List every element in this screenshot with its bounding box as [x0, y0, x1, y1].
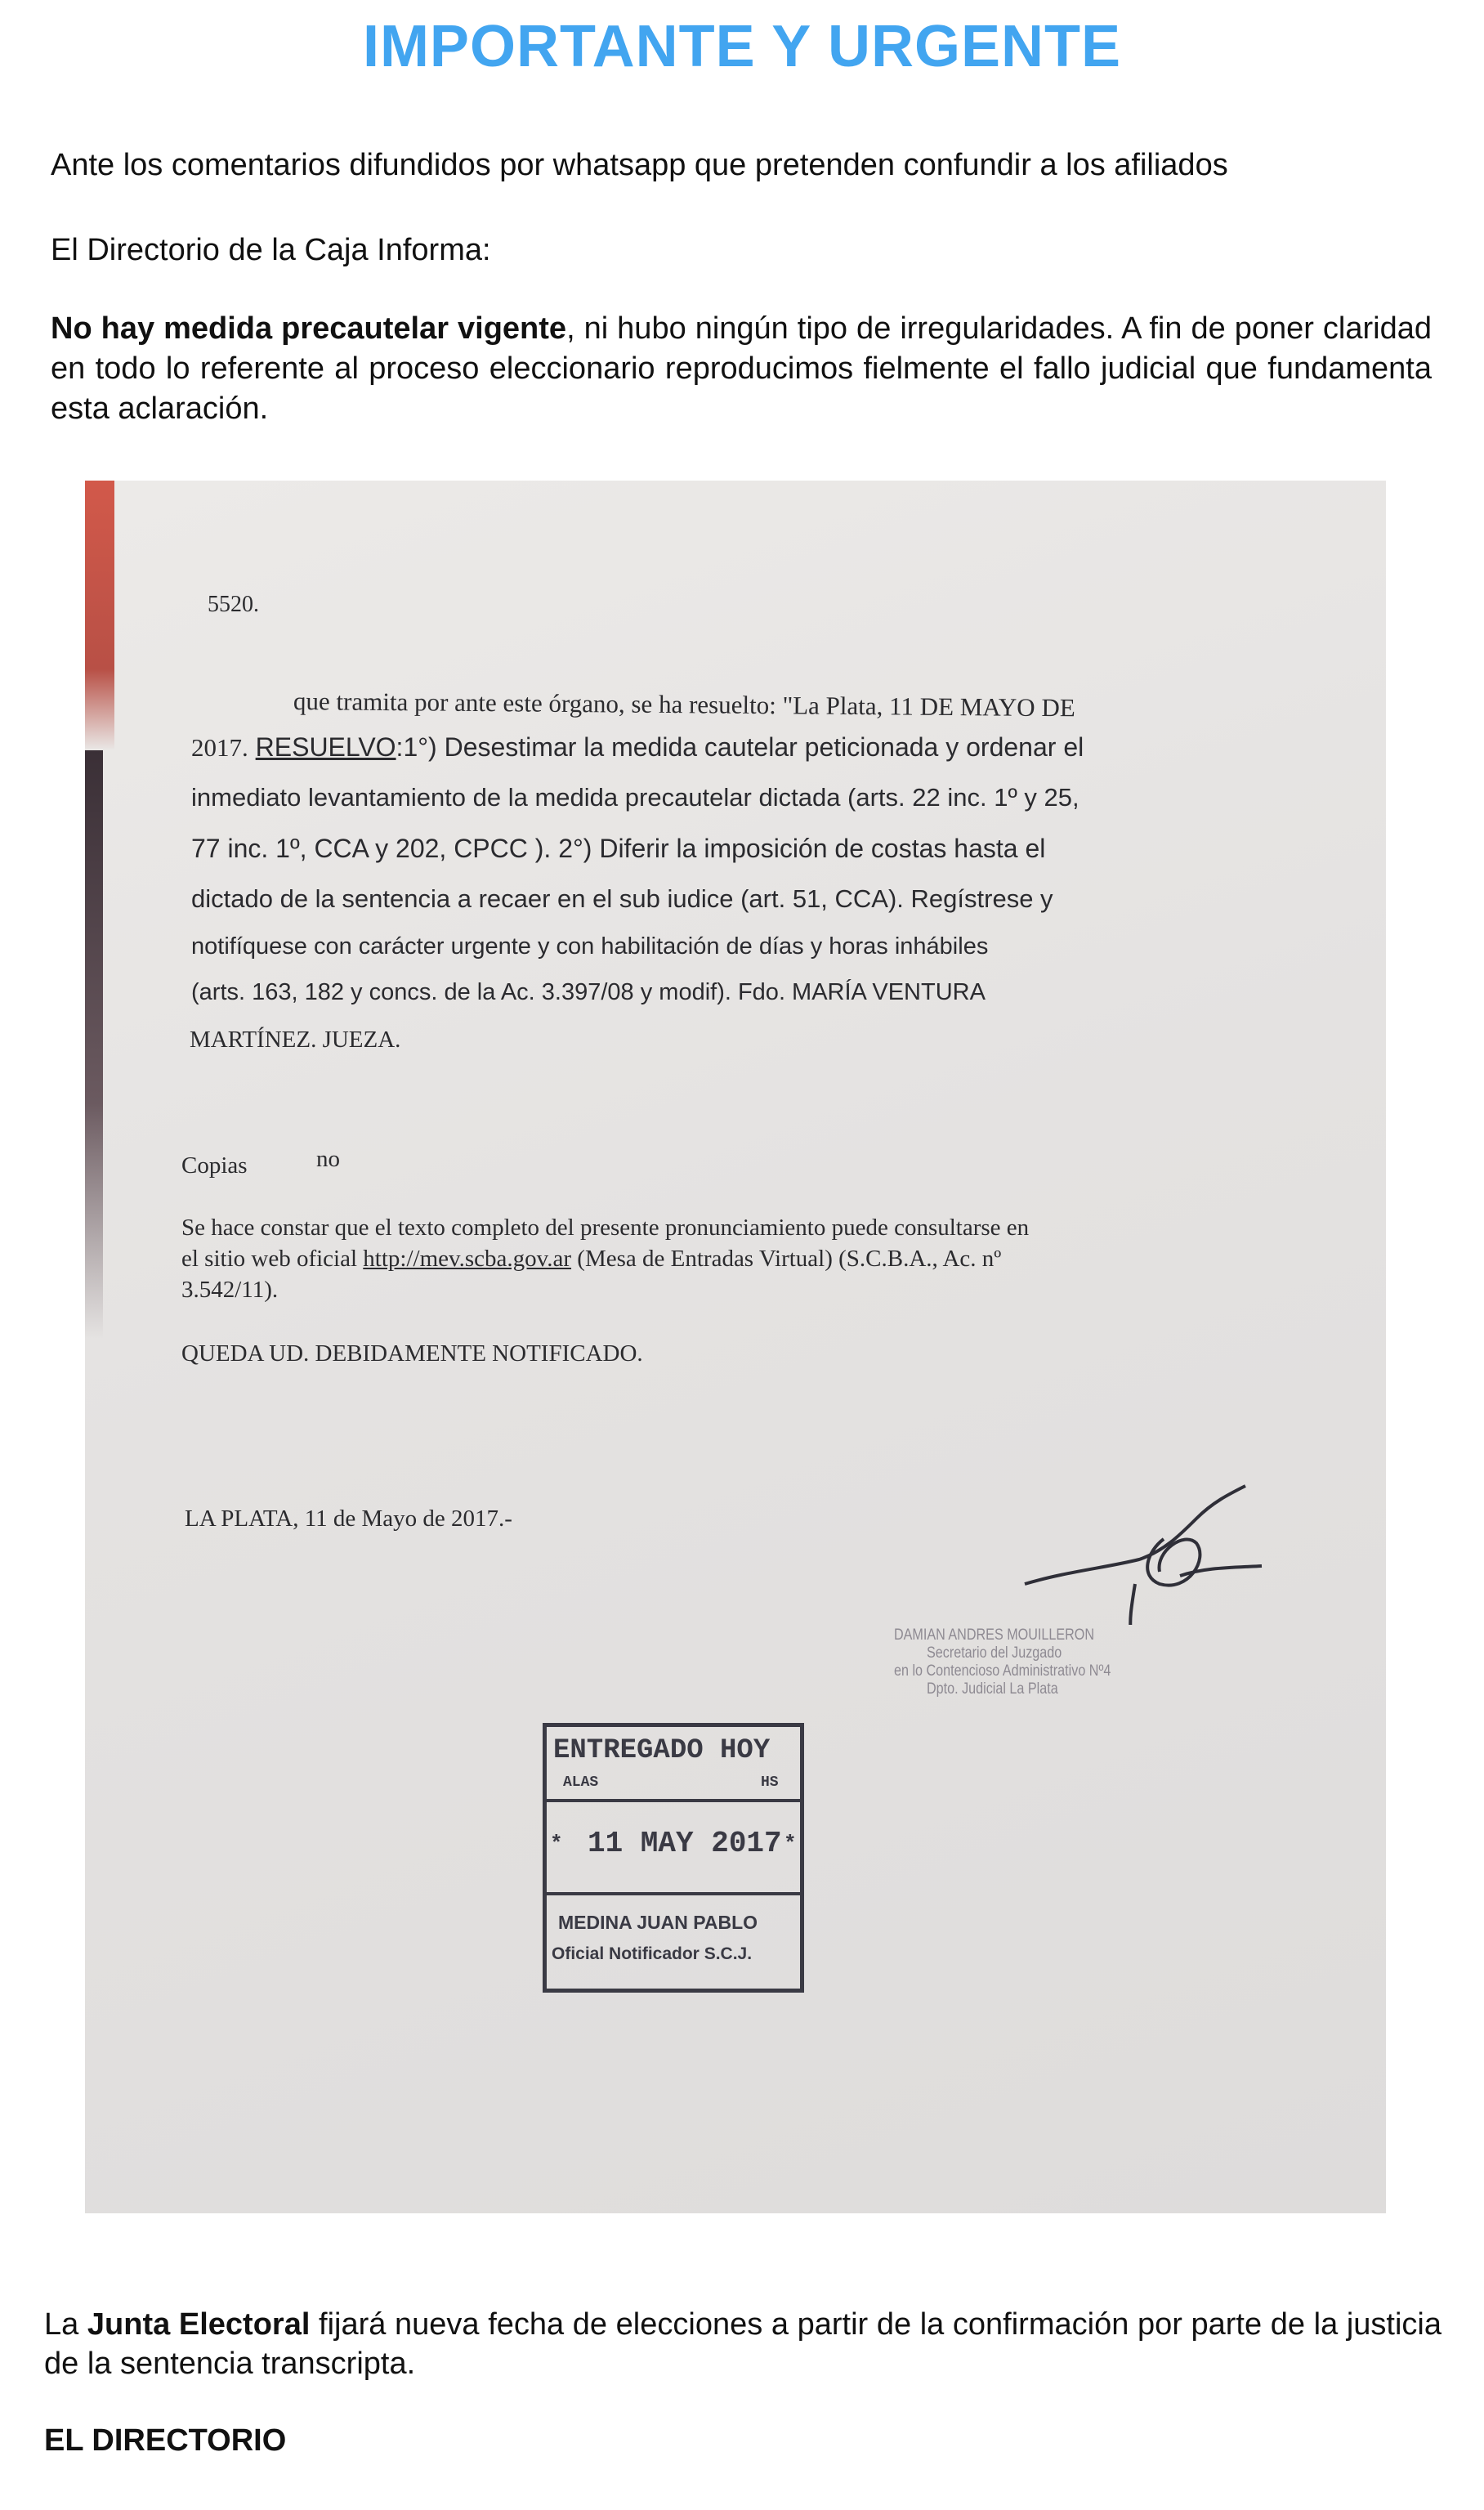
delivery-stamp [543, 1723, 804, 1993]
photo-edge-dark [85, 750, 103, 1339]
intro-line-1: Ante los comentarios difundidos por whatsapp que pretenden confundir a los afiliados [51, 148, 1228, 182]
footer-signature: EL DIRECTORIO [44, 2423, 287, 2458]
seal-line-1: DAMIAN ANDRES MOUILLERON [894, 1626, 1094, 1644]
seal-line-3: en lo Contencioso Administrativo Nº4 [894, 1662, 1111, 1680]
doc-notice-line-3: 3.542/11). [181, 1277, 279, 1303]
doc-number: 5520. [208, 592, 259, 617]
stamp-name: MEDINA JUAN PABLO [558, 1912, 758, 1933]
doc-copias-value: no [316, 1146, 340, 1172]
doc-line-5: dictado de la sentencia a recaer en el sub iudice (art. 51, CCA). Regístrese y [191, 884, 1053, 913]
doc-notice-line-1: Se hace constar que el texto completo del presente pronunciamiento puede consultarse en [181, 1215, 1030, 1241]
stamp-star-right-icon: * [784, 1832, 797, 1856]
doc-line-2 [191, 732, 1084, 763]
footer-post: fijará nueva fecha de elecciones a partir de la confirmación por parte de la justicia de la sentencia transcripta. [44, 2307, 1442, 2381]
footer-bold: Junta Electoral [87, 2307, 311, 2342]
intro-line-2: El Directorio de la Caja Informa: [51, 233, 491, 267]
stamp-alas: ALAS [563, 1774, 599, 1791]
handwritten-signature [1017, 1461, 1278, 1625]
stamp-hs: HS [761, 1774, 779, 1791]
stamp-divider-1 [547, 1799, 800, 1802]
doc-line-4: 77 inc. 1º, CCA y 202, CPCC ). 2°) Diferir la imposición de costas hasta el [191, 834, 1046, 863]
stamp-date: 11 MAY 2017 [588, 1827, 782, 1860]
intro-bold-lead: No hay medida precautelar vigente [51, 311, 567, 346]
doc-line-8: MARTÍNEZ. JUEZA. [190, 1027, 401, 1053]
doc-notice-url[interactable]: http://mev.scba.gov.ar [363, 1246, 572, 1272]
doc-notice-line-2 [181, 1246, 1001, 1273]
footer-paragraph [44, 2305, 1442, 2383]
stamp-star-left-icon: * [550, 1832, 563, 1856]
intro-rest: , ni hubo ningún tipo de irregularidades. A fin de poner claridad en todo lo referente al proceso eleccionario reproducimos fielmente el fallo judicial que fundamenta esta aclaración. [51, 311, 1433, 426]
doc-line-2-year: 2017. [191, 733, 248, 762]
doc-copias-label: Copias [181, 1152, 248, 1179]
page-title: IMPORTANTE Y URGENTE [362, 14, 1122, 79]
footer-pre: La [44, 2307, 87, 2342]
stamp-divider-2 [547, 1892, 800, 1895]
doc-line-3: inmediato levantamiento de la medida precautelar dictada (arts. 22 inc. 1º y 25, [191, 783, 1079, 812]
doc-line-6: notifíquese con carácter urgente y con habilitación de días y horas inhábiles [191, 933, 989, 960]
doc-line-1: que tramita por ante este órgano, se ha resuelto: "La Plata, 11 DE MAYO DE [293, 687, 1075, 723]
doc-resuelvo: RESUELVO [255, 732, 396, 762]
stamp-top: ENTREGADO HOY [553, 1735, 771, 1766]
court-document-photo [85, 481, 1386, 2213]
doc-place-date: LA PLATA, 11 de Mayo de 2017.- [185, 1506, 512, 1532]
doc-notice-after-url: (Mesa de Entradas Virtual) (S.C.B.A., Ac. nº [571, 1246, 1002, 1272]
doc-line-2-rest: :1°) Desestimar la medida cautelar peticionada y ordenar el [396, 732, 1084, 762]
intro-paragraph [51, 309, 1432, 429]
doc-line-7: (arts. 163, 182 y concs. de la Ac. 3.397/08 y modif). Fdo. MARÍA VENTURA [191, 979, 986, 1005]
doc-notice-prefix: el sitio web oficial [181, 1246, 358, 1272]
seal-line-4: Dpto. Judicial La Plata [927, 1680, 1058, 1698]
doc-notified: QUEDA UD. DEBIDAMENTE NOTIFICADO. [181, 1340, 643, 1367]
photo-edge-red [85, 481, 114, 750]
seal-line-2: Secretario del Juzgado [927, 1644, 1062, 1662]
stamp-role: Oficial Notificador S.C.J. [552, 1944, 753, 1963]
